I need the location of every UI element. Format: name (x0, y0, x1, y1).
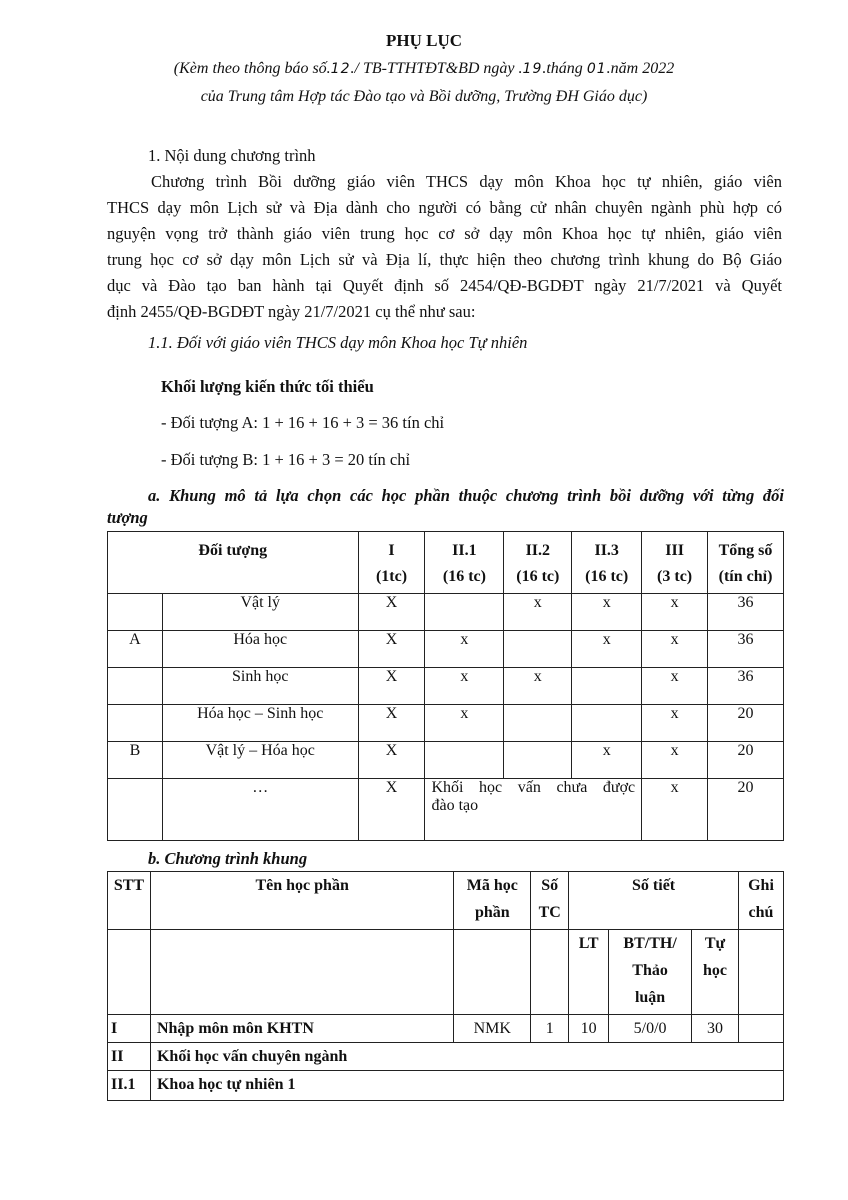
table-row: B Vật lý – Hóa học X x x 20 (108, 742, 784, 779)
table-row: II.1 Khoa học tự nhiên 1 (108, 1071, 784, 1101)
course-framework-table (107, 871, 784, 1101)
table-row: II Khối học vấn chuyên ngành (108, 1043, 784, 1071)
table-header-row: STT Tên học phần Mã học phần Số TC Số tiết Ghi chú (108, 872, 784, 930)
handwritten-doc-number: 12 (330, 61, 351, 77)
merged-cell: Khối học vấn chưa được đào tạo (425, 779, 642, 841)
handwritten-day: 19 (522, 61, 543, 77)
header-col: Tổng số (tín chỉ) (708, 532, 784, 594)
header-subject: Đối tượng (108, 532, 359, 594)
paragraph-line: THCS dạy môn Lịch sử và Địa dành cho người có bằng cử nhân chuyên ngành phù hợp có (107, 198, 782, 217)
header-col: II.3 (16 tc) (572, 532, 642, 594)
sub-heading: 1.1. Đối với giáo viên THCS dạy môn Khoa học Tự nhiên (148, 333, 528, 352)
subtitle-mid: / TB-TTHTĐT&BD ngày (354, 60, 515, 77)
paragraph-line: dục và Đào tạo ban hành tại Quyết định số 2454/QĐ-BGDĐT ngày 21/7/2021 và Quyết (107, 276, 782, 295)
table-a-caption-cont: tượng (107, 508, 148, 527)
knowledge-title: Khối lượng kiến thức tối thiểu (161, 377, 374, 396)
header-col: II.1 (16 tc) (425, 532, 504, 594)
paragraph-body (107, 195, 782, 325)
table-row: I Nhập môn môn KHTN NMK 1 10 5/0/0 30 (108, 1015, 784, 1043)
subtitle-line-1: (Kèm theo thông báo số.12./ TB-TTHTĐT&BD ngày .19.tháng 01.năm 2022 (173, 60, 675, 77)
page-title: PHỤ LỤC (385, 31, 463, 50)
paragraph-line-1: Chương trình Bồi dưỡng giáo viên THCS dạy môn Khoa học tự nhiên, giáo viên (151, 172, 782, 191)
table-row: Hóa học – Sinh học X x x 20 (108, 705, 784, 742)
paragraph-line: nguyện vọng trở thành giáo viên trung học cơ sở dạy môn Khoa học tự nhiên, giáo viên (107, 224, 782, 243)
table-header-row (108, 532, 784, 594)
handwritten-month: 01 (586, 61, 607, 77)
table-a-caption: a. Khung mô tả lựa chọn các học phần thuộc chương trình bồi dưỡng với từng đối (148, 486, 784, 505)
table-row: Vật lý X x x x 36 (108, 594, 784, 631)
header-col: I (1tc) (358, 532, 425, 594)
header-col: III (3 tc) (642, 532, 708, 594)
table-row: … X Khối học vấn chưa được đào tạo x 20 (108, 779, 784, 841)
subtitle-month-label: tháng (546, 60, 583, 77)
paragraph-line: định 2455/QĐ-BGDĐT ngày 21/7/2021 cụ thể như sau: (107, 302, 476, 321)
target-b-line: - Đối tượng B: 1 + 16 + 3 = 20 tín chỉ (161, 450, 411, 469)
subtitle-line-2: của Trung tâm Hợp tác Đào tạo và Bồi dưỡng, Trường ĐH Giáo dục) (200, 88, 648, 105)
section-heading: 1. Nội dung chương trình (148, 146, 316, 165)
table-row: Sinh học X x x x 36 (108, 668, 784, 705)
table-b-caption: b. Chương trình khung (148, 849, 308, 868)
target-course-table (107, 531, 784, 841)
subtitle-prefix: (Kèm theo thông báo số (173, 60, 327, 77)
target-a-line: - Đối tượng A: 1 + 16 + 16 + 3 = 36 tín chỉ (161, 413, 445, 432)
table-subheader-row: LT BT/TH/ Thảo luận Tự học (108, 930, 784, 1015)
table-row: A Hóa học X x x x 36 (108, 631, 784, 668)
paragraph-line: trung học cơ sở dạy môn Lịch sử và Địa lí, thực hiện theo chương trình khung do Bộ Giáo (107, 250, 782, 269)
subtitle-year: năm 2022 (610, 60, 675, 77)
header-col: II.2 (16 tc) (504, 532, 572, 594)
